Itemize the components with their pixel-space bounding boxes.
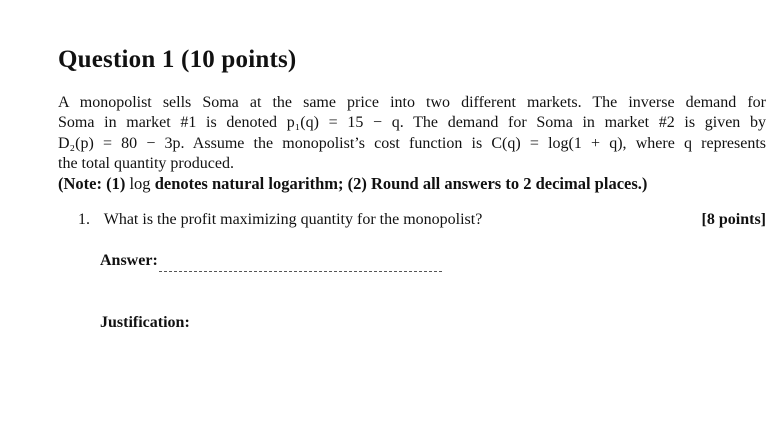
question-note bbox=[58, 173, 768, 195]
question-title: Question 1 (10 points) bbox=[58, 46, 297, 73]
justification-label: Justification: bbox=[100, 314, 190, 331]
part-1-number: 1. bbox=[78, 211, 90, 228]
question-text-line-3: D₂(p) = 80 − 3p. Assume the monopolist’s cost function is C(q) = log(1 + q), where q represents bbox=[58, 134, 766, 152]
answer-row bbox=[100, 250, 442, 272]
part-1 bbox=[78, 209, 766, 231]
answer-label: Answer: bbox=[100, 252, 158, 269]
note-rest: denotes natural logarithm; (2) Round all answers to 2 decimal places.) bbox=[150, 174, 648, 193]
question-text-line-1: A monopolist sells Soma at the same price into two different markets. The inverse demand for bbox=[58, 94, 766, 111]
note-prefix: (Note: (1) bbox=[58, 174, 130, 193]
note-log-word: log bbox=[129, 174, 151, 193]
question-text-line-2: Soma in market #1 is denoted p₁(q) = 15 − q. The demand for Soma in market #2 is given by bbox=[58, 114, 766, 132]
question-text-line-4: the total quantity produced. bbox=[58, 154, 234, 172]
part-1-points: [8 points] bbox=[701, 211, 766, 228]
part-1-text: What is the profit maximizing quantity for the monopolist? bbox=[103, 211, 483, 228]
answer-line[interactable] bbox=[159, 257, 442, 272]
question-text bbox=[58, 93, 766, 174]
